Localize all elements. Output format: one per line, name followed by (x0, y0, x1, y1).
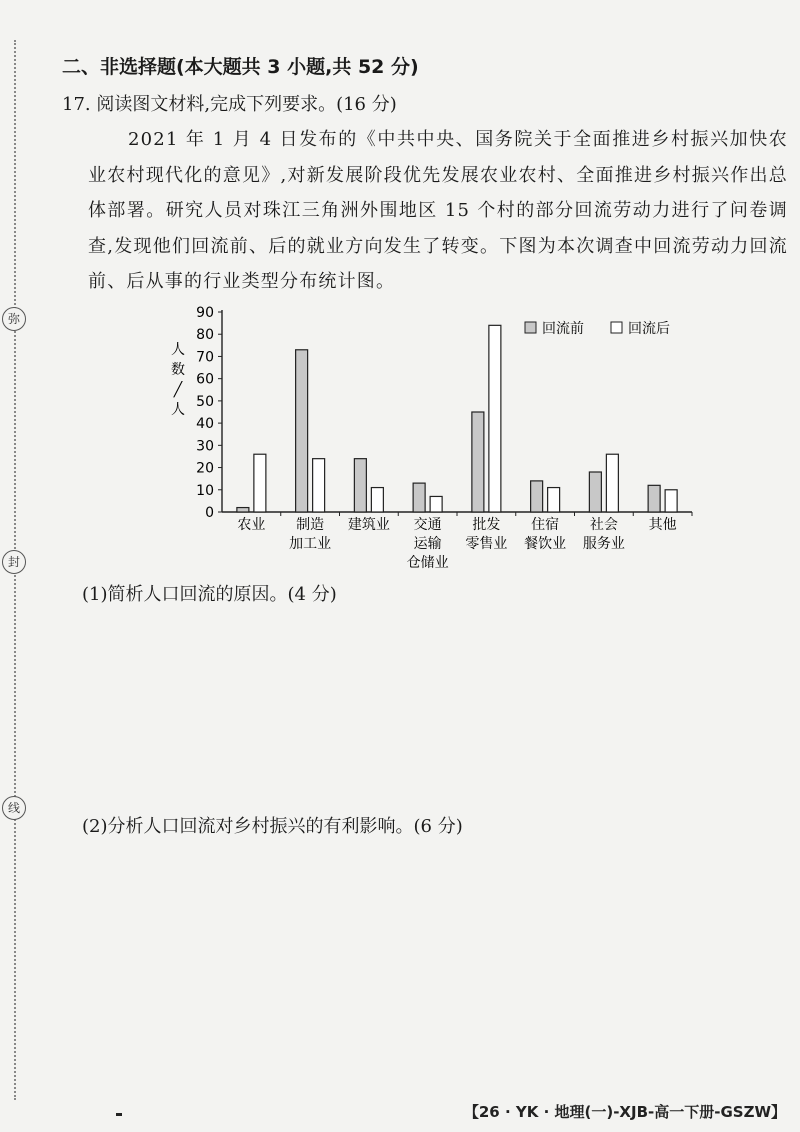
bar-before (354, 459, 366, 512)
footer-dash (116, 1113, 122, 1116)
sub-question-1: (1)简析人口回流的原因。(4 分) (82, 584, 337, 605)
bar-chart-svg (160, 300, 720, 580)
legend-label: 回流前 (542, 321, 584, 337)
bar-after (489, 325, 501, 512)
bar-before (589, 472, 601, 512)
y-tick-label: 60 (196, 371, 214, 388)
x-tick-label: 建筑业 (347, 517, 390, 533)
legend-swatch (525, 322, 536, 333)
x-tick-label: 服务业 (582, 536, 625, 552)
y-axis-label-char: 数 (171, 362, 185, 378)
seal-mark-xian: 线 (2, 796, 26, 820)
bar-before (296, 350, 308, 512)
bar-chart (160, 300, 720, 580)
x-tick-label: 仓储业 (406, 555, 449, 571)
bar-before (413, 483, 425, 512)
seal-mark-feng: 封 (2, 550, 26, 574)
bar-after (254, 454, 266, 512)
y-tick-label: 20 (196, 460, 214, 477)
y-tick-label: 40 (196, 416, 214, 433)
y-axis-label-char: ╱ (173, 382, 183, 398)
question-material: 2021 年 1 月 4 日发布的《中共中央、国务院关于全面推进乡村振兴加快农业农村现代化的意见》,对新发展阶段优先发展农业农村、全面推进乡村振兴作出总体部署。研究人员对珠江三角洲外围地区 15 个村的部分回流劳动力进行了问卷调查,发现他们回流前、后的就业方向发生了转变。下图为本次调查中回流劳动力回流前、后从事的行业类型分布统计图。 (88, 129, 788, 292)
x-tick-label: 社会 (589, 517, 618, 533)
footer-code: 【26 · YK · 地理(一)-XJB-高一下册-GSZW】 (463, 1103, 786, 1121)
x-tick-label: 批发 (472, 517, 501, 533)
seal-mark-mi: 弥 (2, 307, 26, 331)
bar-before (237, 508, 249, 512)
y-tick-label: 0 (205, 505, 214, 521)
x-tick-label: 其他 (648, 517, 677, 533)
x-tick-label: 加工业 (289, 536, 332, 552)
bar-after (548, 488, 560, 512)
x-tick-label: 制造 (296, 517, 325, 533)
bar-after (430, 496, 442, 512)
y-axis-label-char: 人 (171, 342, 185, 358)
bar-before (472, 412, 484, 512)
bar-before (648, 485, 660, 512)
bar-after (313, 459, 325, 512)
question-title: 17. 阅读图文材料,完成下列要求。(16 分) (62, 94, 397, 115)
x-tick-label: 运输 (413, 536, 442, 552)
bar-after (371, 488, 383, 512)
legend-label: 回流后 (628, 321, 670, 337)
y-tick-label: 10 (196, 482, 214, 499)
sub-question-2: (2)分析人口回流对乡村振兴的有利影响。(6 分) (82, 816, 463, 837)
bar-after (606, 454, 618, 512)
y-tick-label: 80 (196, 327, 214, 344)
bar-before (531, 481, 543, 512)
y-tick-label: 50 (196, 393, 214, 410)
x-tick-label: 零售业 (465, 536, 508, 552)
x-tick-label: 住宿 (531, 517, 560, 533)
y-tick-label: 90 (196, 305, 214, 321)
section-title: 二、非选择题(本大题共 3 小题,共 52 分) (62, 56, 419, 78)
y-tick-label: 70 (196, 349, 214, 366)
x-tick-label: 餐饮业 (524, 536, 567, 552)
y-tick-label: 30 (196, 438, 214, 455)
legend-swatch (611, 322, 622, 333)
y-axis-label-char: 人 (171, 402, 185, 418)
x-tick-label: 农业 (237, 517, 266, 533)
bar-after (665, 490, 677, 512)
x-tick-label: 交通 (413, 517, 442, 533)
